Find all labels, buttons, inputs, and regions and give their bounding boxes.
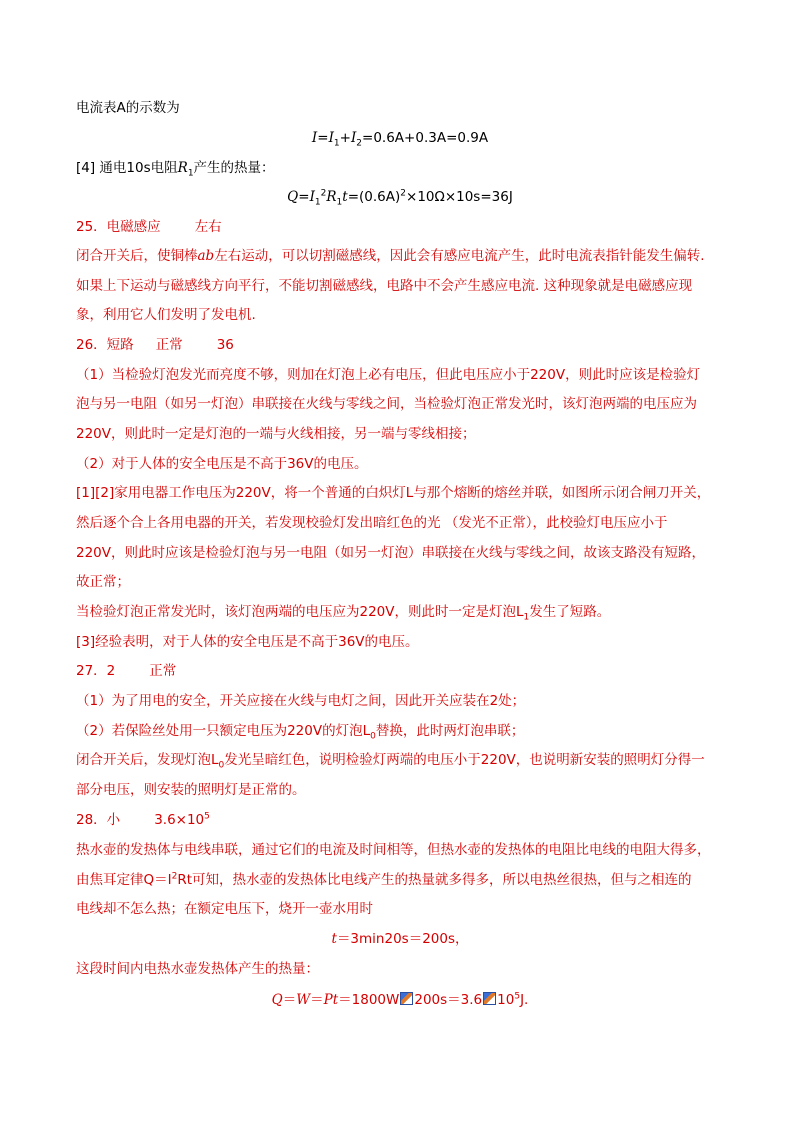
answer-header-28: 28．小 $3.6\times 10^5$ [76, 811, 210, 828]
formula-heat-energy: Q＝W＝Pt＝1800W 200s＝3.6 $10^5J$. [271, 991, 529, 1008]
text-line: （1）为了用电的安全，开关应接在火线与电灯之间，因此开关应装在2处； [76, 693, 526, 709]
text-line: 闭合开关后，使铜棒ab左右运动，可以切割磁感线，因此会有感应电流产生，此时电流表指针能发生偏转. [76, 248, 705, 264]
formula-heat: $Q=I_1^2R_1t=(0.6A)^2\times 10\Omega\times 10s=36J$ [287, 188, 513, 208]
text-line: 故正常； [76, 574, 130, 590]
answer-header-25: 25．电磁感应 左右 [76, 219, 222, 235]
text-line: 热水壶的发热体与电线串联，通过它们的电流及时间相等，但热水壶的发热体的电阻比电线的电阻大得多， [76, 842, 711, 858]
text-line: 然后逐个合上各用电器的开关，若发现校验灯发出暗红色的光 （发光不正常），此校验灯电压应小于 [76, 515, 668, 531]
text-line: [4] 通电10s电阻$R_1$产生的热量： [76, 160, 275, 179]
text-line: 电线却不怎么热；在额定电压下，烧开一壶水用时 [76, 901, 373, 917]
text-line: （2）对于人体的安全电压是不高于36V的电压。 [76, 456, 368, 472]
formula-time: t＝3min20s＝200s， [331, 931, 469, 947]
text-line: 泡与另一电阻（如另一灯泡）串联接在火线与零线之间，当检验灯泡正常发光时，该灯泡两端的电压应为 [76, 396, 697, 412]
text-line: 由焦耳定律$Q=I^2Rt$可知，热水壶的发热体比电线产生的热量就多得多，所以电热丝很热，但与之相连的 [76, 871, 692, 888]
text-line: 象，利用它人们发明了发电机. [76, 307, 256, 323]
text-line: [1][2]家用电器工作电压为220V，将一个普通的白炽灯L与那个熔断的熔丝并联，如图所示闭合闸刀开关， [76, 485, 711, 501]
multiply-glyph-icon [483, 992, 496, 1005]
text-line: 闭合开关后，发现灯泡$L_0$发光呈暗红色，说明检验灯两端的电压小于220V，也说明新安装的照明灯分得一 [76, 752, 705, 771]
multiply-glyph-icon [400, 992, 413, 1005]
text-line: （1）当检验灯泡发光而亮度不够，则加在灯泡上必有电压，但此电压应小于220V，则此时应该是检验灯 [76, 367, 701, 383]
text-line: （2）若保险丝处用一只额定电压为220V的灯泡$L_0$替换，此时两灯泡串联； [76, 723, 525, 742]
answer-header-27: 27．2 正常 [76, 663, 177, 679]
text-line: 部分电压，则安装的照明灯是正常的。 [76, 782, 306, 798]
answer-header-26: 26．短路 正常 36 [76, 337, 234, 353]
text-line: 如果上下运动与磁感线方向平行，不能切割磁感线，电路中不会产生感应电流. 这种现象就是电磁感应现 [76, 278, 693, 294]
text-line: 当检验灯泡正常发光时，该灯泡两端的电压应为220V，则此时一定是灯泡$L_1$发生了短路。 [76, 604, 611, 623]
text-line: 220V，则此时一定是灯泡的一端与火线相接，另一端与零线相接； [76, 426, 476, 442]
formula-total-current: $I=I_1+I_2=0.6A+0.3A=0.9A$ [311, 130, 489, 149]
text-line: 220V，则此时应该是检验灯泡与另一电阻（如另一灯泡）串联接在火线与零线之间，故该支路没有短路， [76, 545, 706, 561]
text-line: 电流表A的示数为 [76, 100, 180, 116]
text-line: 这段时间内电热水壶发热体产生的热量： [76, 961, 319, 977]
text-line: [3]经验表明，对于人体的安全电压是不高于36V的电压。 [76, 634, 419, 650]
